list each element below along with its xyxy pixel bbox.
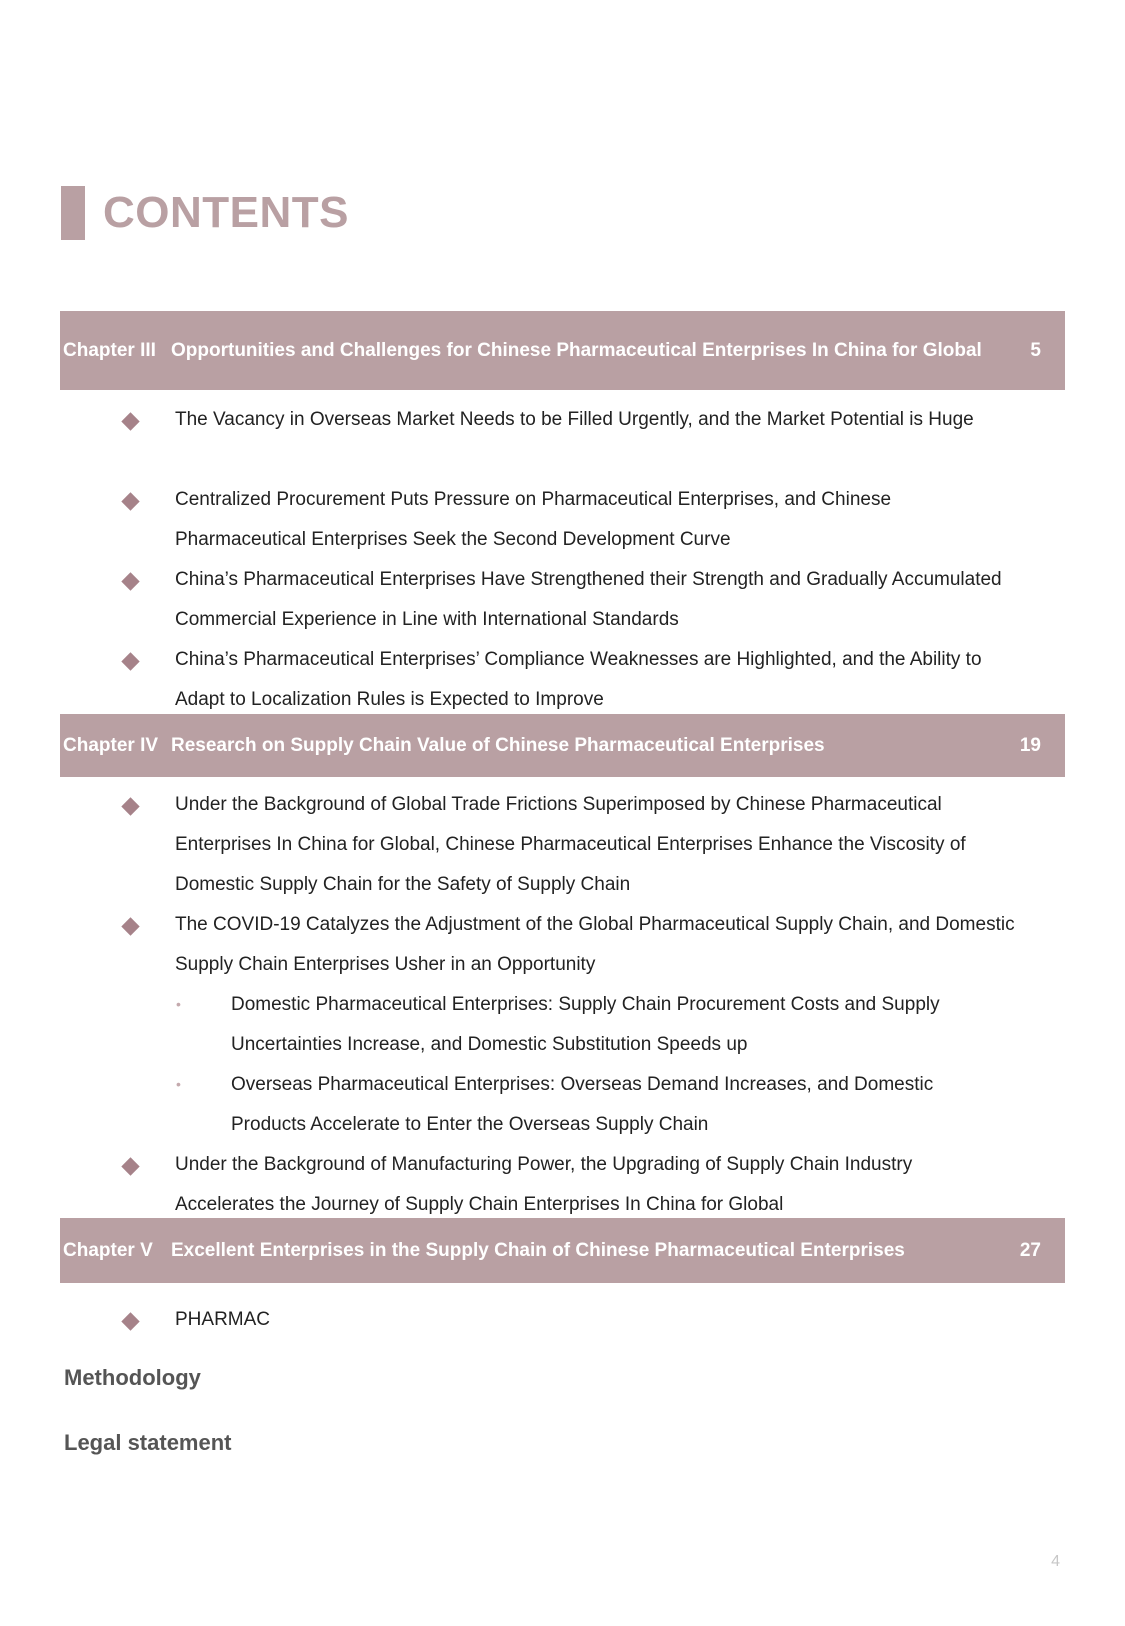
diamond-bullet-icon <box>121 917 139 935</box>
toc-item-text: PHARMAC <box>175 1309 271 1330</box>
diamond-bullet-icon <box>121 492 139 510</box>
heading-accent-bar <box>61 186 85 240</box>
chapter-4-header[interactable] <box>60 714 1065 777</box>
diamond-bullet-icon <box>121 797 139 815</box>
chapter-4-label: Chapter IV <box>63 734 159 756</box>
chapter-5-page: 27 <box>1019 1239 1041 1261</box>
contents-heading <box>61 186 349 240</box>
chapter-4-title: Research on Supply Chain Value of Chinese Pharmaceutical Enterprises <box>171 734 825 756</box>
diamond-bullet-icon <box>121 572 139 590</box>
toc-subitem-text: Domestic Pharmaceutical Enterprises: Supply Chain Procurement Costs and Supply Uncertainties Increase, and Domestic Substitution Speeds up <box>231 994 940 1055</box>
toc-item-text: The COVID-19 Catalyzes the Adjustment of the Global Pharmaceutical Supply Chain, and Domestic Supply Chain Enterprises Usher in an Opportunity <box>175 914 1015 975</box>
dot-bullet-icon: • <box>176 1076 181 1092</box>
chapter-5-title: Excellent Enterprises in the Supply Chain of Chinese Pharmaceutical Enterprises <box>171 1239 905 1261</box>
diamond-bullet-icon <box>121 412 139 430</box>
toc-item-text: China’s Pharmaceutical Enterprises’ Compliance Weaknesses are Highlighted, and the Ability to Adapt to Localization Rules is Expected to Improve <box>175 649 982 710</box>
toc-item-text: The Vacancy in Overseas Market Needs to be Filled Urgently, and the Market Potential is Huge <box>175 409 974 430</box>
chapter-3-title: Opportunities and Challenges for Chinese Pharmaceutical Enterprises In China for Global <box>171 339 982 361</box>
dot-bullet-icon: • <box>176 996 181 1012</box>
toc-item-text: Under the Background of Global Trade Frictions Superimposed by Chinese Pharmaceutical Enterprises In China for Global, Chinese Pharmaceutical Enterprises Enhance the Viscosity of Domestic Supply Chain for the Safety of Supply Chain <box>175 794 966 895</box>
page-title: CONTENTS <box>103 188 349 237</box>
legal-statement-link[interactable]: Legal statement <box>64 1430 232 1455</box>
toc-item-text: China’s Pharmaceutical Enterprises Have Strengthened their Strength and Gradually Accumulated Commercial Experience in Line with International Standards <box>175 569 1002 630</box>
toc-item-text: Under the Background of Manufacturing Power, the Upgrading of Supply Chain Industry Accelerates the Journey of Supply Chain Enterprises In China for Global <box>175 1154 913 1215</box>
page-number: 4 <box>1051 1553 1060 1570</box>
diamond-bullet-icon <box>121 1157 139 1175</box>
methodology-link[interactable]: Methodology <box>64 1365 201 1390</box>
toc-item-text: Centralized Procurement Puts Pressure on Pharmaceutical Enterprises, and Chinese Pharmaceutical Enterprises Seek the Second Development Curve <box>175 489 892 550</box>
chapter-4-page: 19 <box>1019 734 1041 756</box>
chapter-3-label: Chapter III <box>63 339 156 361</box>
chapter-3-page: 5 <box>1030 339 1041 361</box>
diamond-bullet-icon <box>121 1312 139 1330</box>
diamond-bullet-icon <box>121 652 139 670</box>
chapter-3-header[interactable] <box>60 311 1065 390</box>
chapter-5-label: Chapter V <box>63 1239 153 1261</box>
toc-subitem-text: Overseas Pharmaceutical Enterprises: Overseas Demand Increases, and Domestic Products Accelerate to Enter the Overseas Supply Chain <box>231 1074 934 1135</box>
chapter-5-header[interactable] <box>60 1218 1065 1283</box>
